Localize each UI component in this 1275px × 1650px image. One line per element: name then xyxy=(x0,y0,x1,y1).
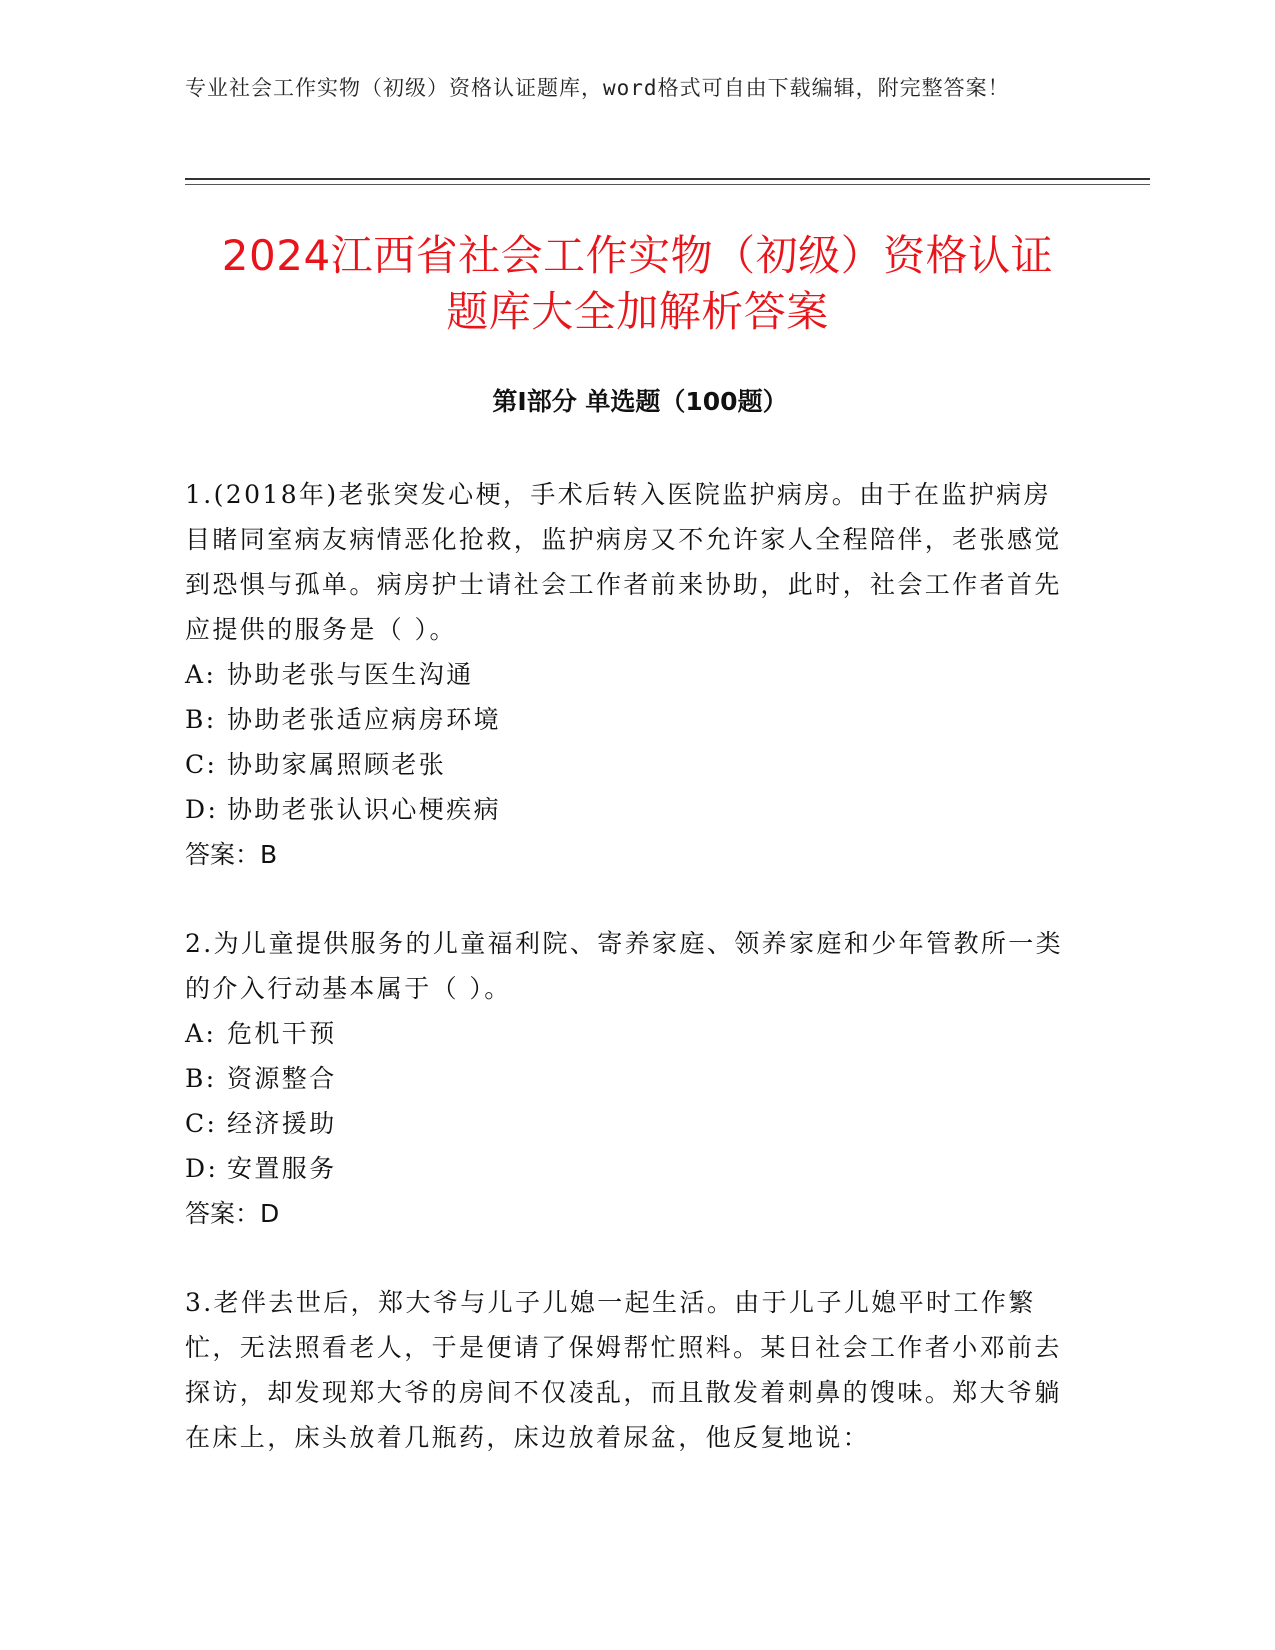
option-d xyxy=(185,1146,1065,1191)
option-letter: D: xyxy=(185,1154,219,1183)
option-b xyxy=(185,1056,1065,1101)
header-divider-thin xyxy=(185,184,1150,185)
option-letter: C: xyxy=(185,1109,218,1138)
title-line-1: 2024江西省社会工作实物（初级）资格认证 xyxy=(221,231,1054,280)
question-stem: 2.为儿童提供服务的儿童福利院、寄养家庭、领养家庭和少年管教所一类的介入行动基本属于（ ）。 xyxy=(185,929,1064,1003)
option-text: 经济援助 xyxy=(227,1109,337,1138)
option-text: 资源整合 xyxy=(227,1064,337,1093)
title-line-2: 题库大全加解析答案 xyxy=(446,287,829,336)
question-stem: 3.老伴去世后，郑大爷与儿子儿媳一起生活。由于儿子儿媳平时工作繁忙，无法照看老人，于是便请了保姆帮忙照料。某日社会工作者小邓前去探访，却发现郑大爷的房间不仅凌乱，而且散发着刺鼻的馊味。郑大爷躺在床上，床头放着几瓶药，床边放着尿盆，他反复地说： xyxy=(185,1288,1062,1452)
option-b xyxy=(185,697,1065,742)
option-c xyxy=(185,1101,1065,1146)
document-title xyxy=(160,228,1115,340)
option-letter: A: xyxy=(185,660,217,689)
option-a xyxy=(185,652,1065,697)
option-text: 协助老张与医生沟通 xyxy=(227,660,474,689)
option-a xyxy=(185,1011,1065,1056)
option-letter: B: xyxy=(185,705,217,734)
option-d xyxy=(185,787,1065,832)
option-letter: B: xyxy=(185,1064,217,1093)
option-text: 安置服务 xyxy=(227,1154,337,1183)
option-text: 协助老张适应病房环境 xyxy=(227,705,502,734)
option-letter: A: xyxy=(185,1019,217,1048)
option-letter: C: xyxy=(185,750,218,779)
header-divider-thick xyxy=(185,178,1150,180)
answer: 答案：D xyxy=(185,1199,280,1228)
option-text: 协助家属照顾老张 xyxy=(227,750,447,779)
header-note: 专业社会工作实物（初级）资格认证题库，word格式可自由下载编辑，附完整答案！ xyxy=(185,76,1010,100)
section-title: 第Ⅰ部分 单选题（100题） xyxy=(492,387,788,416)
option-text: 协助老张认识心梗疾病 xyxy=(227,795,502,824)
question-2 xyxy=(185,921,1065,1236)
option-text: 危机干预 xyxy=(227,1019,337,1048)
question-list xyxy=(185,472,1065,1504)
question-3 xyxy=(185,1280,1065,1460)
answer: 答案：B xyxy=(185,840,278,869)
question-stem: 1.(2018年)老张突发心梗，手术后转入医院监护病房。由于在监护病房目睹同室病友病情恶化抢救，监护病房又不允许家人全程陪伴，老张感觉到恐惧与孤单。病房护士请社会工作者前来协助，此时，社会工作者首先应提供的服务是（ ）。 xyxy=(185,480,1062,644)
question-1 xyxy=(185,472,1065,877)
option-c xyxy=(185,742,1065,787)
option-letter: D: xyxy=(185,795,219,824)
